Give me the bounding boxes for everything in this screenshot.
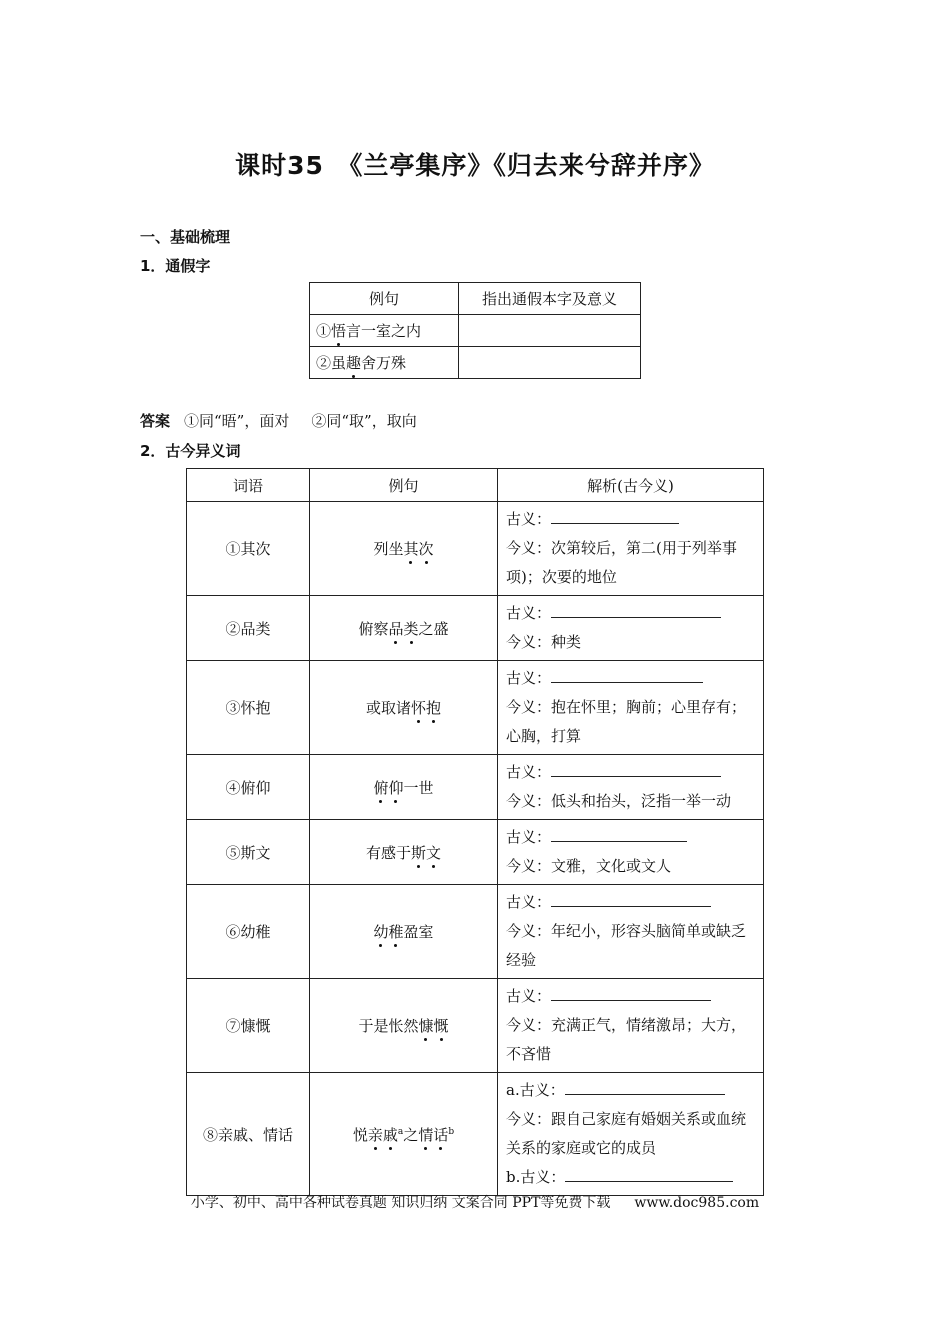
ancient-meaning-line [506,758,755,787]
modern-label: 今义： [506,1016,552,1034]
analysis-cell [498,661,764,755]
example-cell [310,315,459,347]
fill-blank [551,825,687,842]
ancient-label: 古义： [506,510,552,528]
tongjiazi-table [309,282,641,379]
page-title: 课时35 《兰亭集序》《归去来兮辞并序》 [235,151,715,180]
fill-blank [551,507,679,524]
fill-blank [565,1078,725,1095]
analysis-cell [498,979,764,1073]
example-cell [310,979,498,1073]
modern-meaning: 低头和抬头，泛指一举一动 [551,792,732,810]
emphasized-char: 话 [433,1125,449,1144]
header-cell: 例句 [310,283,459,315]
fill-blank [551,601,721,618]
emphasized-char: 斯 [410,843,426,862]
word-cell: ⑦慷慨 [187,979,310,1073]
table-row [187,661,764,755]
modern-meaning: 跟自己家庭有婚姻关系或血统关系的家庭或它的成员 [506,1110,747,1157]
text-segment: 列坐 [373,540,404,558]
modern-label: 今义： [506,857,552,875]
text-segment: 一世 [403,778,434,797]
analysis-cell [498,885,764,979]
answer-label: 答案 [140,412,171,430]
example-cell [310,502,498,596]
subsection-heading-tongjiazi: 1．通假字 [140,257,211,275]
emphasized-char: 趣 [346,354,362,372]
gujin-yiyi-table [186,468,764,1196]
word-cell: ④俯仰 [187,755,310,820]
modern-label: 今义： [506,698,552,716]
example-cell [310,820,498,885]
word-cell: ①其次 [187,502,310,596]
ancient-meaning-line [506,982,755,1011]
emphasized-char: 文 [426,843,442,862]
word-cell: ⑧亲戚、情话 [187,1073,310,1196]
answer-item: ①同“晤”，面对 [184,412,290,430]
example-cell [310,661,498,755]
text-segment: 虽 [331,354,347,372]
header-cell: 词语 [187,469,310,502]
emphasized-char: 类 [403,619,419,638]
word-cell: ③怀抱 [187,661,310,755]
fill-blank [551,666,703,683]
fill-blank [551,984,711,1001]
modern-meaning-line [506,1011,755,1069]
table-row [187,755,764,820]
emphasized-char: 抱 [426,699,442,717]
modern-meaning-line [506,917,755,975]
ancient-meaning-line [506,1163,755,1192]
table-row [187,885,764,979]
item-number: ① [316,322,332,340]
analysis-cell [498,755,764,820]
ancient-meaning-line [506,1076,755,1105]
table-header-row [187,469,764,502]
modern-label: 今义： [506,1110,552,1128]
ancient-label: b.古义： [506,1168,566,1186]
ancient-label: 古义： [506,987,552,1005]
ancient-label: 古义： [506,669,552,687]
text-segment: 于是怅然 [358,1017,419,1035]
emphasized-char: 仰 [388,778,404,797]
ancient-label: 古义： [506,763,552,781]
text-segment: 或取诸 [365,699,411,717]
ancient-label: 古义： [506,828,552,846]
emphasized-char: 悟 [331,322,347,340]
word-cell: ⑤斯文 [187,820,310,885]
modern-meaning: 次第较后，第二(用于列举事项)；次要的地位 [506,539,737,586]
text-segment: 悦 [352,1125,368,1144]
section-heading: 一、基础梳理 [140,228,231,246]
example-cell [310,347,459,379]
modern-meaning-line [506,693,755,751]
fill-blank [565,1165,733,1182]
text-segment: 舍万殊 [361,354,407,372]
table-row [187,820,764,885]
superscript-marker: b [448,1126,455,1137]
emphasized-char: 品 [388,619,404,638]
emphasized-char: 俯 [373,778,389,797]
example-cell [310,1073,498,1196]
text-segment: 言一室之内 [346,322,422,340]
answer-line [140,410,417,431]
text-segment: 之 [403,1125,419,1144]
table-row [310,315,641,347]
modern-meaning: 充满正气，情绪激昂；大方，不吝惜 [506,1016,747,1063]
answer-cell [459,347,641,379]
modern-meaning-line [506,852,755,881]
table-row [187,1073,764,1196]
emphasized-char: 稚 [388,923,404,941]
modern-meaning-line [506,787,755,816]
emphasized-char: 怀 [410,699,426,717]
emphasized-char: 幼 [373,923,389,941]
answer-item: ②同“取”，取向 [311,412,417,430]
emphasized-char: 亲 [367,1125,383,1144]
example-cell [310,755,498,820]
modern-label: 今义： [506,633,552,651]
emphasized-char: 戚 [382,1125,398,1144]
emphasized-char: 次 [418,540,434,558]
emphasized-char: 慨 [433,1017,449,1035]
ancient-meaning-line [506,823,755,852]
header-cell: 解析(古今义) [498,469,764,502]
word-cell: ⑥幼稚 [187,885,310,979]
example-cell [310,885,498,979]
answer-cell [459,315,641,347]
ancient-meaning-line [506,599,755,628]
subsection-heading-gujin: 2．古今异义词 [140,442,241,460]
table-row [310,347,641,379]
fill-blank [551,760,721,777]
analysis-cell [498,1073,764,1196]
table-row [187,979,764,1073]
emphasized-char: 情 [418,1125,434,1144]
modern-label: 今义： [506,792,552,810]
footer-text: 小学、初中、高中各种试卷真题 知识归纳 文案合同 PPT等免费下载 [190,1195,611,1211]
footer [0,1192,950,1212]
text-segment: 俯察 [358,619,389,638]
superscript-marker: a [397,1126,404,1137]
word-cell: ②品类 [187,596,310,661]
modern-meaning-line [506,534,755,592]
header-cell: 指出通假本字及意义 [459,283,641,315]
ancient-meaning-line [506,664,755,693]
modern-label: 今义： [506,539,552,557]
ancient-meaning-line [506,505,755,534]
text-segment: 盈室 [403,923,434,941]
ancient-label: 古义： [506,893,552,911]
ancient-label: 古义： [506,604,552,622]
modern-meaning-line [506,1105,755,1163]
ancient-meaning-line [506,888,755,917]
table-row [187,596,764,661]
table-row [187,502,764,596]
fill-blank [551,890,711,907]
modern-meaning: 年纪小，形容头脑简单或缺乏经验 [506,922,747,969]
header-cell: 例句 [310,469,498,502]
analysis-cell [498,820,764,885]
ancient-label: a.古义： [506,1081,565,1099]
emphasized-char: 慷 [418,1017,434,1035]
analysis-cell [498,596,764,661]
item-number: ② [316,354,332,372]
footer-url: www.doc985.com [634,1195,760,1211]
analysis-cell [498,502,764,596]
modern-label: 今义： [506,922,552,940]
example-cell [310,596,498,661]
text-segment: 之盛 [418,619,449,638]
modern-meaning: 抱在怀里；胸前；心里存有；心胸，打算 [506,698,747,745]
modern-meaning: 种类 [551,633,582,651]
modern-meaning-line [506,628,755,657]
text-segment: 有感于 [365,843,411,862]
emphasized-char: 其 [403,540,419,558]
modern-meaning: 文雅，文化或文人 [551,857,672,875]
table-header-row [310,283,641,315]
